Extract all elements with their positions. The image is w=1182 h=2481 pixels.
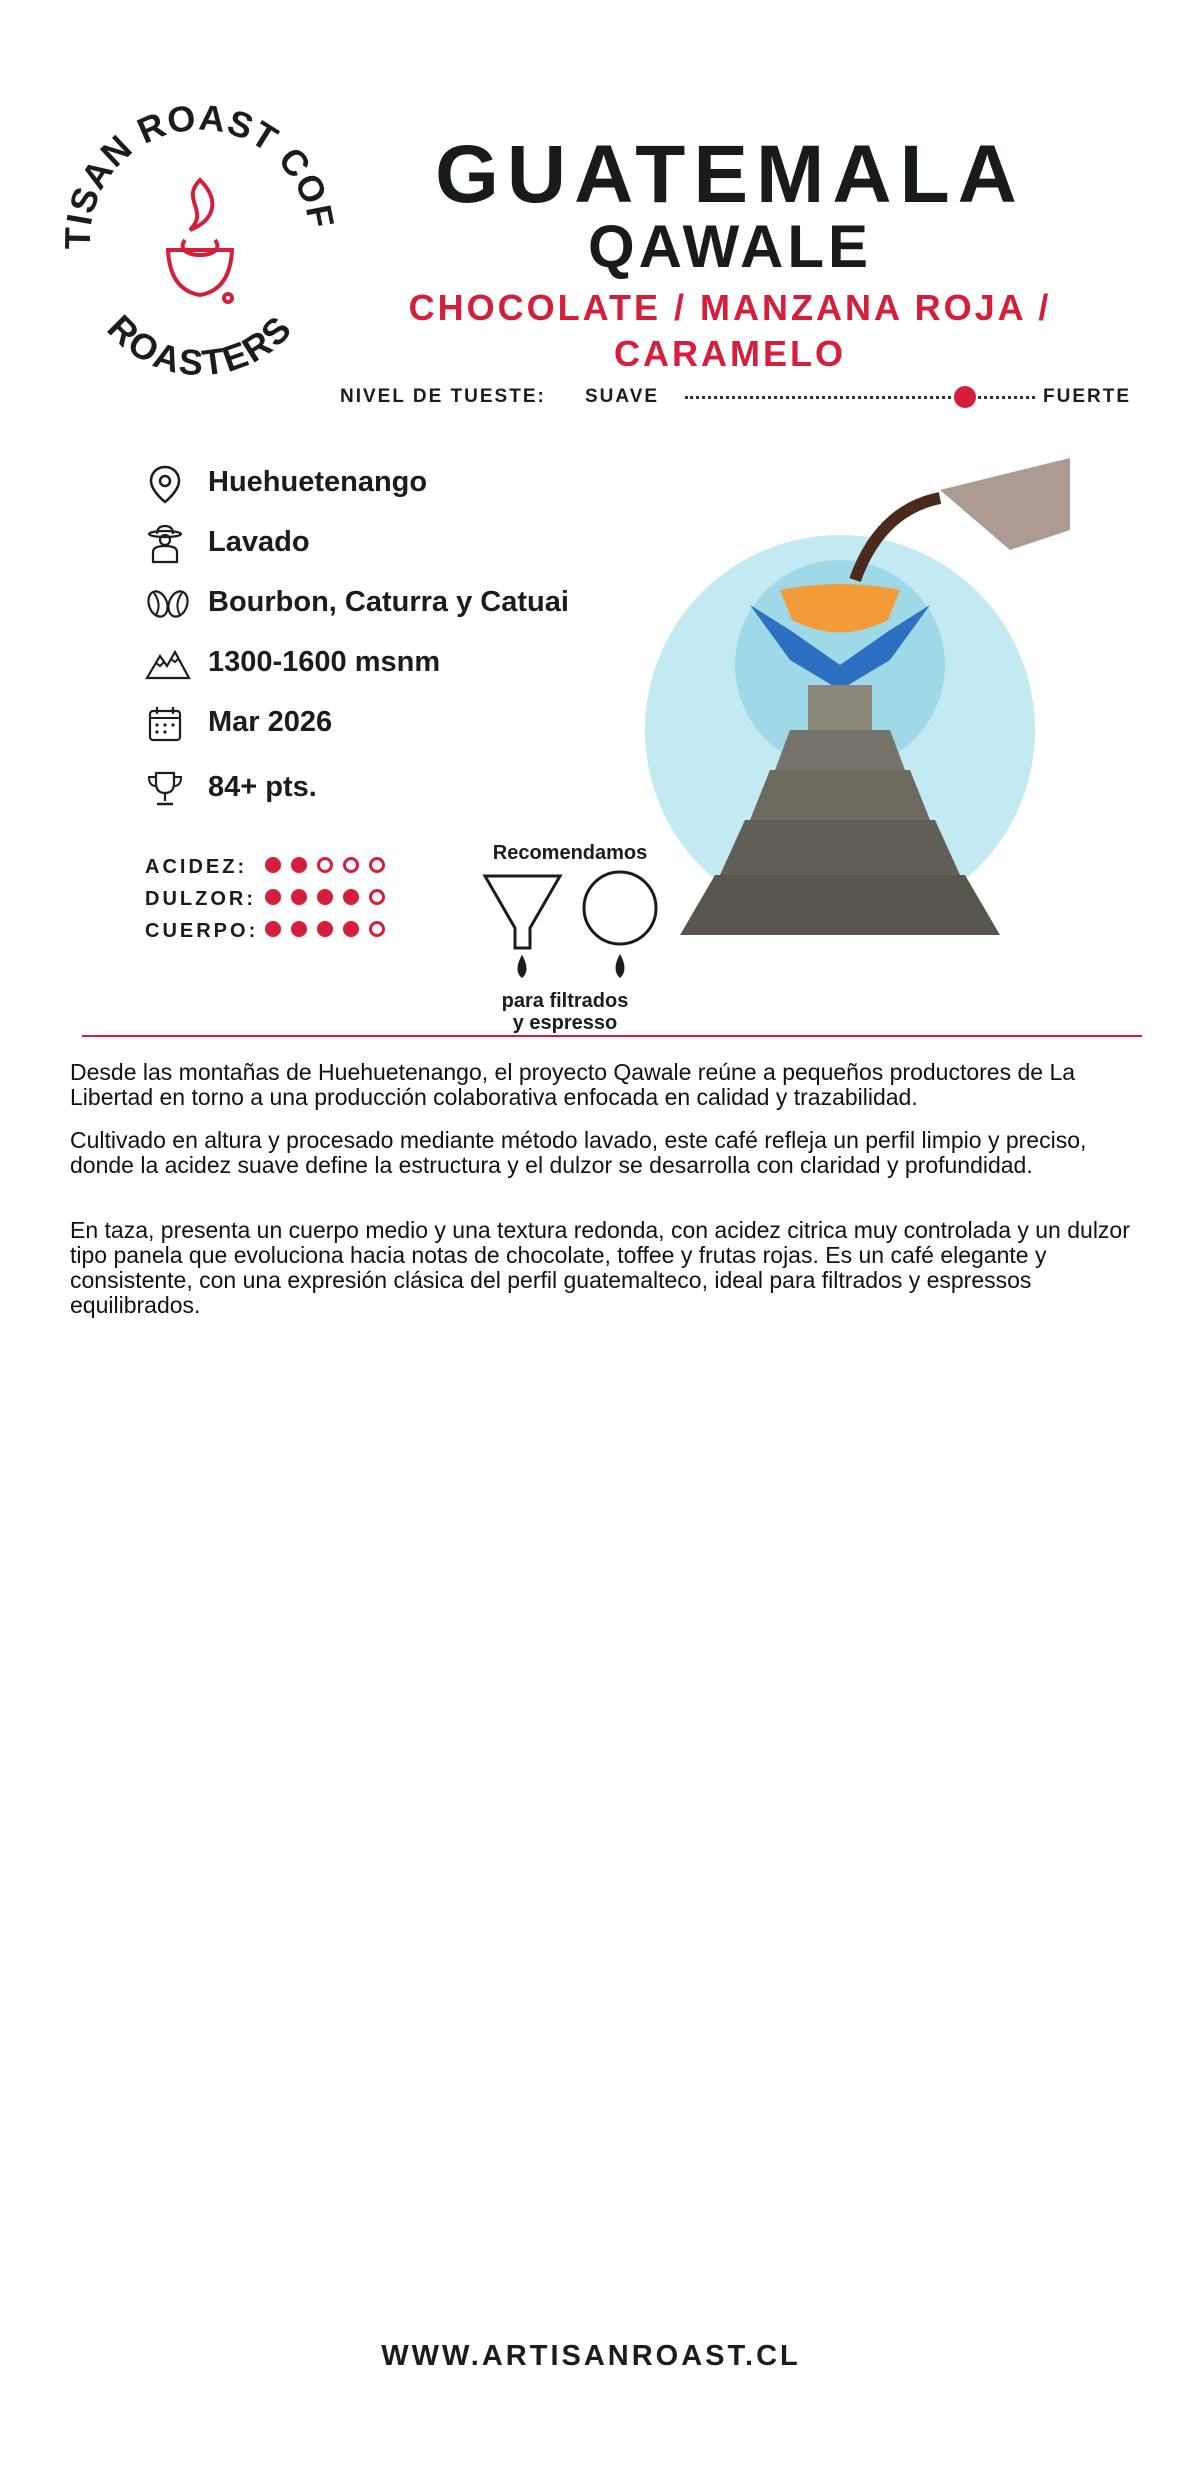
- brew-icons: [480, 868, 660, 988]
- logo-text-bottom: ROASTERS: [99, 306, 301, 384]
- scale-dot: [369, 857, 385, 873]
- roast-marker: [954, 386, 976, 408]
- scale-dot: [317, 921, 333, 937]
- attribute-text: Huehuetenango: [208, 466, 428, 498]
- attribute-text: 84+ pts.: [208, 771, 317, 803]
- origin-title: GUATEMALA: [435, 129, 1025, 220]
- location-pin-icon: [145, 464, 185, 504]
- roast-label: NIVEL DE TUESTE:: [340, 386, 546, 407]
- section-divider: [82, 1035, 1142, 1037]
- scale-dot: [265, 889, 281, 905]
- recommend-line1: para filtrados: [501, 990, 629, 1012]
- description-paragraph-2: Cultivado en altura y procesado mediante método lavado, este café refleja un perfil limpio y preciso, donde la acidez suave define la estructura y el dulzor se desarrolla con claridad y profundidad.: [70, 1127, 1087, 1178]
- scale-dot: [265, 857, 281, 873]
- roast-level: [340, 382, 1140, 412]
- roast-low-label: SUAVE: [585, 386, 660, 407]
- wheel-center-text: ARTISAN ROAST CAFÉ CIRCULAR: [537, 1783, 693, 1938]
- description-paragraph-3: En taza, presenta un cuerpo medio y una textura redonda, con acidez citrica muy controlada y un dulzor tipo panela que evoluciona hacia notas de chocolate, toffee y frutas rojas. Es un café elegante y consistente, con una expresión clásica del perfil guatemalteco, ideal para filtrados y espressos equilibrados.: [70, 1217, 1130, 1318]
- scale-dot: [343, 921, 359, 937]
- scale-dot: [369, 889, 385, 905]
- scale-label-cuerpo: CUERPO:: [145, 920, 259, 942]
- footer-url[interactable]: WWW.ARTISANROAST.CL: [381, 2340, 801, 2372]
- scale-dot: [317, 889, 333, 905]
- scale-dot: [343, 857, 359, 873]
- scale-dot: [291, 921, 307, 937]
- logo-text-top: TISAN ROAST COF: [56, 96, 343, 250]
- farmer-icon: [145, 524, 185, 564]
- scale-dots-acidez: [265, 856, 395, 874]
- description-paragraph-1: Desde las montañas de Huehuetenango, el proyecto Qawale reúne a pequeños productores de La Libertad en torno a una producción colaborativa enfocada en calidad y trazabilidad.: [70, 1059, 1076, 1110]
- pyramid-illustration: [640, 450, 1080, 950]
- trophy-icon: [145, 769, 185, 809]
- recommend-title: Recomendamos: [492, 842, 648, 864]
- calendar-icon: [145, 704, 185, 744]
- scale-label-dulzor: DULZOR:: [145, 888, 256, 910]
- scale-dot: [291, 857, 307, 873]
- tasting-notes-line2: CARAMELO: [614, 333, 846, 374]
- scale-label-acidez: ACIDEZ:: [145, 856, 248, 878]
- roast-high-label: FUERTE: [1043, 386, 1131, 407]
- coffee-beans-icon: [145, 584, 191, 624]
- attribute-text: Mar 2026: [208, 706, 333, 738]
- attribute-text: 1300-1600 msnm: [208, 646, 441, 678]
- attribute-text: Bourbon, Caturra y Catuai: [208, 586, 569, 618]
- roast-track: [685, 396, 1035, 399]
- flavor-wheel: [0, 1380, 1182, 2300]
- flame-cup-icon: [168, 180, 232, 302]
- scale-dot: [317, 857, 333, 873]
- attribute-text: Lavado: [208, 526, 310, 558]
- brand-logo: [50, 90, 350, 390]
- mountain-icon: [145, 644, 191, 684]
- tasting-notes-line1: CHOCOLATE / MANZANA ROJA /: [408, 287, 1052, 328]
- filter-cone-icon: [485, 876, 560, 976]
- scale-dots-cuerpo: [265, 920, 395, 938]
- scale-dot: [265, 921, 281, 937]
- scale-dot: [291, 889, 307, 905]
- product-name: QAWALE: [587, 213, 872, 280]
- scale-dot: [369, 921, 385, 937]
- recommend-line2: y espresso: [512, 1012, 618, 1034]
- scale-dots-dulzor: [265, 888, 395, 906]
- scale-dot: [343, 889, 359, 905]
